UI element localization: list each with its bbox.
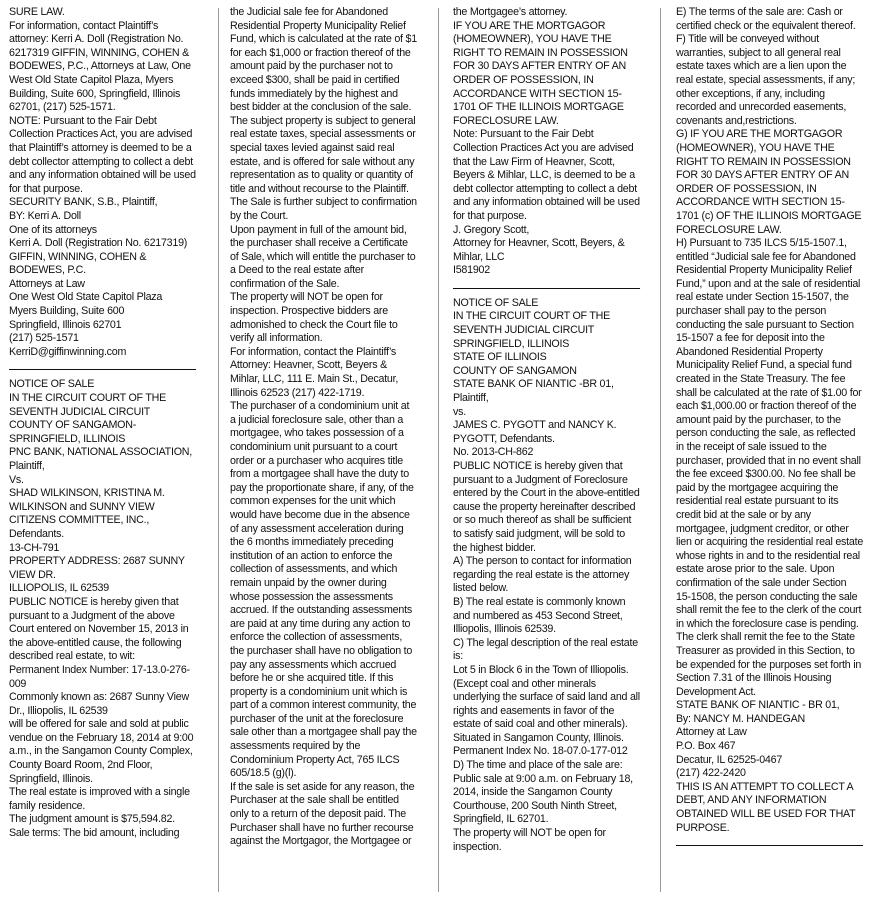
column-divider [660,8,661,892]
notice-2-start: NOTICE OF SALE IN THE CIRCUIT COURT OF THE SEVENTH JUDICIAL CIRCUIT COUNTY OF SANGAMON-SPRINGFIELD, ILLINOIS PNC BANK, NATIONAL ASSOCIATION, Plaintiff, Vs. SHAD WILKINSON, KRISTINA M. WILKINSON and SUNNY VIEW CITIZENS COMMITTEE, INC., Defendants. 13-CH-791 PROPERTY ADDRESS: 2687 SUNNY VIEW DR. ILLIOPOLIS, IL 62539 PUBLIC NOTICE is hereby given that pursuant to a Judgment of the above Court entered on November 15, 2013 in the above-entitled cause, the following described real estate, to wit: Permanent Index Number: 17-13.0-276-009 Commonly known as: 2687 Sunny View Dr., Illiopolis, IL 62539 will be offered for sale and sold at public vendue on the February 18, 2014 at 9:00 a.m., in the Sangamon County Complex, County Board Room, 2nd Floor, Springfield, Illinois. The real estate is improved with a single family residence. The judgment amount is $75,594.82. Sale terms: The bid amount, including [9,378,194,840]
notice-2-continued: the Judicial sale fee for Abandoned Residential Property Municipality Relief Fund, which is calculated at the rate of $1 for each $1,000 or fraction thereof of the amount paid by the purchaser not to exceed $300, shall be paid in certified funds immediately by the highest and best bidder at the conclusion of the sale. The subject property is subject to general real estate taxes, special assessments or special taxes levied against said real estate, and is offered for sale without any representation as to quality or quantity of title and without recourse to the Plaintiff. The Sale is further subject to confirmation by the Court. Upon payment in full of the amount bid, the purchaser shall receive a Certificate of Sale, which will entitle the purchaser to a Deed to the real estate after confirmation of the Sale. The property will NOT be open for inspection. Prospective bidders are admonished to check the Court file to verify all information. For information, contact the Plaintiff’s Attorney: Heavner, Scott, Beyers & Mihlar, LLC, 111 E. Main St., Decatur, Illinois 62523 (217) 422-1719. The purchaser of a condominium unit at a judicial foreclosure sale, other than a mortgagee, who takes possession of a condominium unit pursuant to a court order or a purchaser who acquires title from a mortgagee shall have the duty to pay the proportionate share, if any, of the common expenses for the unit which would have become due in the absence of any assessment acceleration during the 6 months immediately preceding institution of an action to enforce the collection of assessments, and which remain unpaid by the owner during whose possession the assessments accrued. If the outstanding assessments are paid at any time during any action to enforce the collection of assessments, the purchaser shall have no obligation to pay any assessments which accrued before he or she acquired title. If this property is a condominium unit which is part of a common interest community, the purchaser of the unit at the foreclosure sale other than a mortgagee shall pay the assessments required by the Condominium Property Act, 765 ILCS 605/18.5 (g)(l). If the sale is set aside for any reason, the Purchaser at the sale shall be entitled only to a return of the deposit paid. The Purchaser shall have no further recourse against the Mortgagor, the Mortgagee or [230,6,417,848]
column-4 [676,6,863,896]
notice-3-start: NOTICE OF SALE IN THE CIRCUIT COURT OF THE SEVENTH JUDICIAL CIRCUIT SPRINGFIELD, ILLINOIS STATE OF ILLINOIS COUNTY OF SANGAMON STATE BANK OF NIANTIC -BR 01, Plaintiff, vs. JAMES C. PYGOTT and NANCY K. PYGOTT, Defendants. No. 2013-CH-862 PUBLIC NOTICE is hereby given that pursuant to a Judgment of Foreclosure entered by the Court in the above-entitled cause the property hereinafter described or so much thereof as shall be sufficient to satisfy said judgment, will be sold to the highest bidder. A) The person to contact for information regarding the real estate is the attorney listed below. B) The real estate is commonly known and numbered as 453 Second Street, Illiopolis, Illinois 62539. C) The legal description of the real estate is: Lot 5 in Block 6 in the Town of Illiopolis. (Except coal and other minerals underlying the surface of said land and all rights and easements in favor of the estate of said coal and other minerals). Situated in Sangamon County, Illinois. Permanent Index No. 18-07.0-177-012 D) The time and place of the sale are: Public sale at 9:00 a.m. on February 18, 2014, inside the Sangamon County Courthouse, 200 South Ninth Street, Springfield, IL 62701. The property will NOT be open for inspection. [453,296,640,853]
notice-1-tail: SURE LAW. For information, contact Plaintiff’s attorney: Kerri A. Doll (Registration No. 6217319 GIFFIN, WINNING, COHEN & BODEWES, P.C., Attorneys at Law, One West Old State Capitol Plaza, Myers Building, Suite 600, Springfield, Illinois 62701, (217) 525-1571. NOTE: Pursuant to the Fair Debt Collection Practices Act, you are advised that Plaintiff’s attorney is deemed to be a debt collector attempting to collect a debt and any information obtained will be used for that purpose. SECURITY BANK, S.B., Plaintiff, BY: Kerri A. Doll One of its attorneys Kerri A. Doll (Registration No. 6217319) GIFFIN, WINNING, COHEN & BODEWES, P.C. Attorneys at Law One West Old State Capitol Plaza Myers Building, Suite 600 Springfield, Illinois 62701 (217) 525-1571 KerriD@giffinwinning.com [9,6,196,358]
notice-separator-rule [453,288,640,289]
column-divider [438,8,439,892]
column-2 [230,6,417,896]
notice-separator-rule [9,369,196,370]
notice-3-continued: E) The terms of the sale are: Cash or certified check or the equivalent thereof. F) Title will be conveyed without warranties, subject to all general real estate taxes which are a lien upon the real estate, special assessments, if any; other exceptions, if any, including recorded and unrecorded easements, covenants and,restrictions. G) IF YOU ARE THE MORTGAGOR (HOMEOWNER), YOU HAVE THE RIGHT TO REMAIN IN POSSESSION FOR 30 DAYS AFTER ENTRY OF AN ORDER OF POSSESSION, IN ACCORDANCE WITH SECTION 15-1701 (c) OF THE ILLINOIS MORTGAGE FORECLOSURE LAW. H) Pursuant to 735 ILCS 5/15-1507.1, entitled “Judicial sale fee for Abandoned Residential Property Municipality Relief Fund,” upon and at the sale of residential real estate under Section 15-1507, the purchaser shall pay to the person conducting the sale pursuant to Section 15-1507 a fee for deposit into the Abandoned Residential Property Municipality Relief Fund, a special fund created in the State Treasury. The fee shall be calculated at the rate of $1.00 for each $1,000.00 or fraction thereof of the amount paid by the purchaser, to the person conducting the sale, as reflected in the receipt of sale issued to the purchaser, provided that in no event shall the fee exceed $300.00. No fee shall be paid by the mortgagee acquiring the residential real estate pursuant to its credit bid at the sale or by any mortgagee, judgment creditor, or other lien or acquiring the residential real estate whose rights in and to the residential real estate arose prior to the sale. Upon confirmation of the sale under Section 15-1508, the person conducting the sale shall remit the fee to the clerk of the court in which the foreclosure case is pending. The clerk shall remit the fee to the State Treasurer as provided in this Section, to be expended for the purposes set forth in Section 7.31 of the Illinois Housing Development Act. STATE BANK OF NIANTIC - BR 01, By: NANCY M. HANDEGAN Attorney at Law P.O. Box 467 Decatur, IL 62525-0467 (217) 422-2420 THIS IS AN ATTEMPT TO COLLECT A DEBT, AND ANY INFORMATION OBTAINED WILL BE USED FOR THAT PURPOSE. [676,6,864,834]
column-1 [9,6,196,896]
column-3 [453,6,640,896]
notice-2-end: the Mortgagee’s attorney. IF YOU ARE THE MORTGAGOR (HOMEOWNER), YOU HAVE THE RIGHT TO REMAIN IN POSSESSION FOR 30 DAYS AFTER ENTRY OF AN ORDER OF POSSESSION, IN ACCORDANCE WITH SECTION 15-1701 OF THE ILLINOIS MORTGAGE FORECLOSURE LAW. Note: Pursuant to the Fair Debt Collection Practices Act you are advised that the Law Firm of Heavner, Scott, Beyers & Mihlar, LLC, is deemed to be a debt collector attempting to collect a debt and any information obtained will be used for that purpose. J. Gregory Scott, Attorney for Heavner, Scott, Beyers, & Mihlar, LLC I581902 [453,6,640,277]
column-divider [218,8,219,892]
notice-separator-rule [676,845,863,846]
